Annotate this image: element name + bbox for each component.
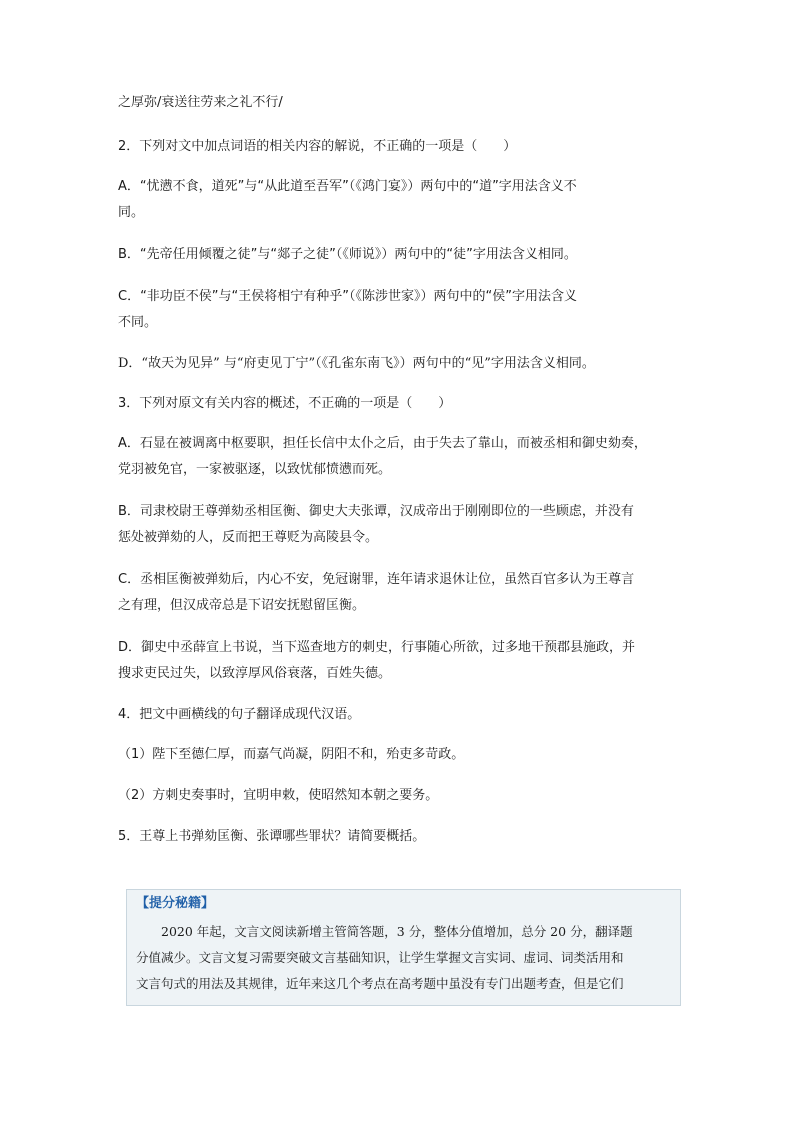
q2-option-b: B．“先帝任用倾覆之徒”与“郯子之徒”（《师说》）两句中的“徒”字用法含义相同。 xyxy=(118,247,577,262)
tip-line-1: 2020 年起，文言文阅读新增主管简答题，3 分，整体分值增加，总分 20 分，翻译题 xyxy=(136,924,633,939)
q2-option-a xyxy=(118,174,678,226)
q4-stem: 4．把文中画横线的句子翻译成现代汉语。 xyxy=(118,707,361,722)
q3-option-a-line2: 党羽被免官，一家被驱逐，以致忧郁愤懑而死。 xyxy=(118,462,392,477)
tip-title: 【提分秘籍】 xyxy=(136,896,215,911)
q3-option-b xyxy=(118,499,678,551)
q3-option-c xyxy=(118,567,678,619)
tip-line-2: 分值减少。文言文复习需要突破文言基础知识，让学生掌握文言实词、虚词、词类活用和 xyxy=(136,950,624,965)
q2-stem: 2．下列对文中加点词语的相关内容的解说，不正确的一项是（ ） xyxy=(118,139,517,154)
q3-option-d-line2: 搜求吏民过失，以致淳厚风俗衰落，百姓失德。 xyxy=(118,666,392,681)
q2-option-d: D．“故天为见异” 与“府吏见丁宁”（《孔雀东南飞》）两句中的“见”字用法含义相同。 xyxy=(118,356,595,371)
q2-option-a-line1: A．“忧懑不食，道死”与“从此道至吾军”（《鸿门宴》）两句中的“道”字用法含义不 xyxy=(118,179,577,194)
q2-option-a-line2: 同。 xyxy=(118,205,145,220)
intro-line: 之厚弥/衰送往劳来之礼不行/ xyxy=(118,95,283,110)
tip-box xyxy=(126,889,681,1006)
q3-option-b-line2: 惩处被弹劾的人，反而把王尊贬为高陵县令。 xyxy=(118,530,379,545)
q3-stem: 3．下列对原文有关内容的概述，不正确的一项是（ ） xyxy=(118,396,452,411)
q3-option-c-line2: 之有理，但汉成帝总是下诏安抚慰留匡衡。 xyxy=(118,598,366,613)
q3-option-d-line1: D．御史中丞薛宣上书说，当下巡查地方的刺史，行事随心所欲，过多地干预郡县施政，并 xyxy=(118,640,636,655)
q2-option-c-line1: C．“非功臣不侯”与“王侯将相宁有种乎”（《陈涉世家》）两句中的“侯”字用法含义 xyxy=(118,289,577,304)
q3-option-a-line1: A．石显在被调离中枢要职，担任长信中太仆之后，由于失去了靠山，而被丞相和御史劾奏， xyxy=(118,436,647,451)
q3-option-d xyxy=(118,635,678,687)
q3-option-b-line1: B．司隶校尉王尊弹劾丞相匡衡、御史大夫张谭，汉成帝出于刚刚即位的一些顾虑，并没有 xyxy=(118,504,634,519)
tip-line-3: 文言句式的用法及其规律，近年来这几个考点在高考题中虽没有专门出题考查，但是它们 xyxy=(136,976,624,991)
q3-option-a xyxy=(118,431,678,483)
q4-sentence-2: （2）方刺史奏事时，宜明申敕，使昭然知本朝之要务。 xyxy=(118,788,439,803)
q2-option-c xyxy=(118,284,678,336)
tip-body xyxy=(136,919,676,997)
q4-sentence-1: （1）陛下至德仁厚，而嘉气尚凝，阴阳不和，殆吏多苛政。 xyxy=(118,747,465,762)
q3-option-c-line1: C．丞相匡衡被弹劾后，内心不安，免冠谢罪，连年请求退休让位，虽然百官多认为王尊言 xyxy=(118,572,635,587)
q2-option-c-line2: 不同。 xyxy=(118,315,158,330)
q5-stem: 5．王尊上书弹劾匡衡、张谭哪些罪状？请简要概括。 xyxy=(118,829,426,844)
